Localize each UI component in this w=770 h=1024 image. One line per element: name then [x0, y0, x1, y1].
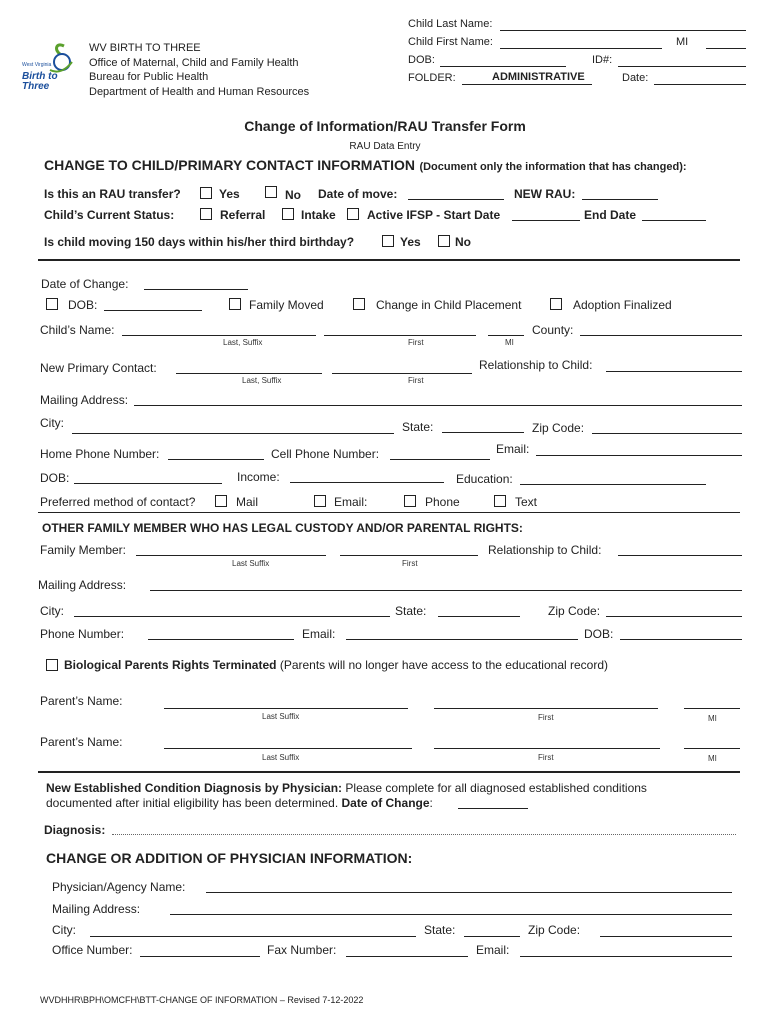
- moving-yes-label: Yes: [400, 235, 421, 249]
- intake-checkbox[interactable]: [282, 208, 294, 220]
- family-moved-checkbox[interactable]: [229, 298, 241, 310]
- family-mailing-field[interactable]: [150, 590, 742, 591]
- date-of-change-field[interactable]: [144, 289, 248, 290]
- date-of-move-label: Date of move:: [318, 187, 398, 201]
- active-ifsp-checkbox[interactable]: [347, 208, 359, 220]
- moving-yes-checkbox[interactable]: [382, 235, 394, 247]
- caption-first: First: [538, 753, 554, 762]
- form-subtitle: RAU Data Entry: [349, 141, 421, 152]
- mail-checkbox[interactable]: [215, 495, 227, 507]
- parent2-mi-field[interactable]: [684, 748, 740, 749]
- parents-name-label: Parent’s Name:: [40, 735, 123, 749]
- caption-first: First: [402, 559, 418, 568]
- text-checkbox[interactable]: [494, 495, 506, 507]
- diagnosis-heading: New Established Condition Diagnosis by Physician:: [46, 781, 343, 795]
- dob-change-checkbox[interactable]: [46, 298, 58, 310]
- ifsp-start-date-field[interactable]: [512, 220, 580, 221]
- caption-last-suffix: Last Suffix: [262, 753, 300, 762]
- family-zip-field[interactable]: [606, 616, 742, 617]
- dob-label: DOB:: [408, 54, 435, 66]
- child-last-field[interactable]: [122, 335, 316, 336]
- new-rau-field[interactable]: [582, 199, 658, 200]
- date-of-move-field[interactable]: [408, 199, 504, 200]
- office-number-field[interactable]: [140, 956, 260, 957]
- dob-label: DOB:: [584, 627, 614, 641]
- income-label: Income:: [237, 470, 280, 484]
- section1-heading: [44, 157, 687, 175]
- child-id-field[interactable]: [618, 66, 746, 67]
- email-checkbox[interactable]: [314, 495, 326, 507]
- section-divider: [38, 512, 740, 513]
- county-field[interactable]: [580, 335, 742, 336]
- state-field[interactable]: [442, 432, 524, 433]
- mailing-label: Mailing Address:: [40, 393, 129, 407]
- physician-mailing-label: Mailing Address:: [52, 902, 141, 916]
- agency-line: Department of Health and Human Resources: [89, 85, 310, 98]
- phone-checkbox[interactable]: [404, 495, 416, 507]
- mailing-label: Mailing Address:: [38, 578, 127, 592]
- change-placement-checkbox[interactable]: [353, 298, 365, 310]
- email-field[interactable]: [536, 455, 742, 456]
- primary-first-field[interactable]: [332, 373, 472, 374]
- physician-city-field[interactable]: [90, 936, 416, 937]
- moving-question: Is child moving 150 days within his/her third birthday?: [44, 235, 355, 249]
- city-label: City:: [40, 604, 64, 618]
- family-dob-field[interactable]: [620, 639, 742, 640]
- folder-value: ADMINISTRATIVE: [492, 71, 585, 83]
- caption-last-suffix: Last, Suffix: [223, 338, 263, 347]
- logo-small-text: West Virginia: [22, 62, 52, 68]
- new-rau-label: NEW RAU:: [514, 187, 576, 201]
- referral-checkbox[interactable]: [200, 208, 212, 220]
- cell-phone-label: Cell Phone Number:: [271, 447, 380, 461]
- child-last-name-label: Child Last Name:: [408, 18, 493, 30]
- zip-label: Zip Code:: [548, 604, 601, 618]
- referral-label: Referral: [220, 208, 266, 222]
- caption-mi: MI: [708, 754, 717, 763]
- agency-line: Office of Maternal, Child and Family Health: [89, 56, 299, 69]
- moving-no-label: No: [455, 235, 471, 249]
- child-mi-field[interactable]: [706, 48, 746, 49]
- relationship-field[interactable]: [606, 371, 742, 372]
- family-relationship-field[interactable]: [618, 555, 742, 556]
- form-title: Change of Information/RAU Transfer Form: [244, 118, 526, 134]
- physician-email-field[interactable]: [520, 956, 732, 957]
- parent1-last-field[interactable]: [164, 708, 408, 709]
- moving-no-checkbox[interactable]: [438, 235, 450, 247]
- diagnosis-label: Diagnosis:: [44, 823, 106, 837]
- adoption-finalized-label: Adoption Finalized: [573, 298, 672, 312]
- home-phone-field[interactable]: [168, 459, 264, 460]
- physician-heading: CHANGE OR ADDITION OF PHYSICIAN INFORMATION:: [46, 850, 413, 866]
- parent1-first-field[interactable]: [434, 708, 658, 709]
- diagnosis-text1: Please complete for all diagnosed established conditions: [345, 781, 647, 795]
- rau-no-checkbox[interactable]: [265, 186, 277, 198]
- agency-line: Bureau for Public Health: [89, 71, 209, 83]
- active-ifsp-label: Active IFSP - Start Date: [367, 208, 501, 222]
- diagnosis-field[interactable]: [112, 834, 736, 835]
- agency-block: [89, 41, 309, 99]
- program-logo: [20, 40, 78, 98]
- family-member-first-field[interactable]: [340, 555, 478, 556]
- family-moved-label: Family Moved: [249, 298, 324, 312]
- preferred-contact-label: Preferred method of contact?: [40, 495, 196, 509]
- family-email-field[interactable]: [346, 639, 578, 640]
- caption-last-suffix: Last, Suffix: [242, 376, 282, 385]
- adoption-finalized-checkbox[interactable]: [550, 298, 562, 310]
- section-divider: [38, 259, 740, 261]
- new-primary-label: New Primary Contact:: [40, 361, 157, 375]
- mi-label: MI: [676, 36, 689, 48]
- text-label: Text: [515, 495, 538, 509]
- bio-rights-bold: Biological Parents Rights Terminated: [64, 658, 277, 672]
- office-number-label: Office Number:: [52, 943, 133, 957]
- childs-name-label: Child’s Name:: [40, 323, 115, 337]
- education-label: Education:: [456, 472, 513, 486]
- agency-name-field[interactable]: [206, 892, 732, 893]
- bio-rights-note: (Parents will no longer have access to the educational record): [279, 658, 609, 672]
- end-date-label: End Date: [584, 208, 637, 222]
- mail-label: Mail: [236, 495, 259, 509]
- state-label: State:: [402, 420, 434, 434]
- email-label: Email:: [302, 627, 336, 641]
- dob-change-field[interactable]: [104, 310, 202, 311]
- section1-heading-text: CHANGE TO CHILD/PRIMARY CONTACT INFORMATION: [44, 157, 415, 173]
- family-phone-field[interactable]: [148, 639, 294, 640]
- county-label: County:: [532, 323, 574, 337]
- bio-rights-checkbox[interactable]: [46, 659, 58, 671]
- caption-last-suffix: Last Suffix: [262, 712, 300, 721]
- logo-text: Birth to Three: [22, 71, 58, 92]
- caption-mi: MI: [708, 714, 717, 723]
- current-status-label: Child’s Current Status:: [44, 208, 175, 222]
- dob-change-label: DOB:: [68, 298, 98, 312]
- section-divider: [38, 771, 740, 773]
- phone-number-label: Phone Number:: [40, 627, 125, 641]
- cell-phone-field[interactable]: [390, 459, 490, 460]
- zip-field[interactable]: [592, 433, 742, 434]
- rau-transfer-question: Is this an RAU transfer?: [44, 187, 181, 201]
- agency-line: WV BIRTH TO THREE: [89, 42, 201, 54]
- id-label: ID#:: [592, 54, 613, 66]
- child-dob-field[interactable]: [440, 66, 566, 67]
- parent1-mi-field[interactable]: [684, 708, 740, 709]
- footer-revision: WVDHHR\BPH\OMCFH\BTT-CHANGE OF INFORMATION – Revised 7-12-2022: [40, 995, 364, 1005]
- family-state-field[interactable]: [438, 616, 520, 617]
- diagnosis-date-field[interactable]: [458, 808, 528, 809]
- caption-last-suffix: Last Suffix: [232, 559, 270, 568]
- physician-mailing-field[interactable]: [170, 914, 732, 915]
- child-first-field[interactable]: [324, 335, 476, 336]
- family-member-label: Family Member:: [40, 543, 127, 557]
- dob2-label: DOB:: [40, 471, 70, 485]
- fax-number-field[interactable]: [346, 956, 468, 957]
- folder-label: FOLDER:: [408, 72, 456, 84]
- dob2-field[interactable]: [74, 483, 222, 484]
- family-city-field[interactable]: [74, 616, 390, 617]
- family-member-last-field[interactable]: [136, 555, 326, 556]
- section3-heading: OTHER FAMILY MEMBER WHO HAS LEGAL CUSTODY AND/OR PARENTAL RIGHTS:: [42, 521, 523, 535]
- caption-first: First: [408, 376, 424, 385]
- physician-city-label: City:: [52, 923, 76, 937]
- zip-label: Zip Code:: [532, 421, 585, 435]
- rau-yes-label: Yes: [219, 187, 240, 201]
- bio-rights-text: [64, 658, 608, 672]
- child-first-name-field[interactable]: [500, 48, 662, 49]
- city-field[interactable]: [72, 433, 394, 434]
- rau-no-label: No: [285, 188, 301, 202]
- primary-last-field[interactable]: [176, 373, 322, 374]
- parent2-last-field[interactable]: [164, 748, 412, 749]
- change-placement-label: Change in Child Placement: [376, 298, 522, 312]
- home-phone-label: Home Phone Number:: [40, 447, 160, 461]
- education-field[interactable]: [520, 484, 706, 485]
- caption-first: First: [538, 713, 554, 722]
- diagnosis-text2: documented after initial eligibility has been determined.: [46, 796, 339, 810]
- physician-email-label: Email:: [476, 943, 510, 957]
- intake-label: Intake: [301, 208, 336, 222]
- email-option-label: Email:: [334, 495, 368, 509]
- child-last-name-field[interactable]: [500, 30, 746, 31]
- parent2-first-field[interactable]: [434, 748, 660, 749]
- mailing-field[interactable]: [134, 405, 742, 406]
- date-label: Date:: [622, 72, 649, 84]
- diagnosis-date-label: Date of Change: [341, 796, 430, 810]
- relationship-label: Relationship to Child:: [488, 543, 602, 557]
- caption-mi: MI: [505, 338, 514, 347]
- ifsp-end-date-field[interactable]: [642, 220, 706, 221]
- child-mi-field-2[interactable]: [488, 335, 524, 336]
- diagnosis-intro: New Established Condition Diagnosis by Physician: Please complete for all diagnosed established conditions documented after initial eligibility has been determined. Date of Change:: [46, 781, 647, 810]
- folder-field-line: [462, 84, 592, 85]
- rau-yes-checkbox[interactable]: [200, 187, 212, 199]
- fax-number-label: Fax Number:: [267, 943, 337, 957]
- parents-name-label: Parent’s Name:: [40, 694, 123, 708]
- physician-state-label: State:: [424, 923, 456, 937]
- phone-label: Phone: [425, 495, 460, 509]
- header-date-field[interactable]: [654, 84, 746, 85]
- city-label: City:: [40, 416, 64, 430]
- child-first-name-label: Child First Name:: [408, 36, 493, 48]
- date-of-change-label: Date of Change:: [41, 277, 129, 291]
- relationship-label: Relationship to Child:: [479, 358, 593, 372]
- state-label: State:: [395, 604, 427, 618]
- physician-zip-label: Zip Code:: [528, 923, 581, 937]
- physician-zip-field[interactable]: [600, 936, 732, 937]
- agency-name-label: Physician/Agency Name:: [52, 880, 186, 894]
- physician-state-field[interactable]: [464, 936, 520, 937]
- section1-heading-note: (Document only the information that has changed):: [419, 161, 687, 173]
- email-label: Email:: [496, 442, 530, 456]
- date-of-change-label-text: Date of Change: [41, 277, 126, 291]
- income-field[interactable]: [290, 482, 444, 483]
- caption-first: First: [408, 338, 424, 347]
